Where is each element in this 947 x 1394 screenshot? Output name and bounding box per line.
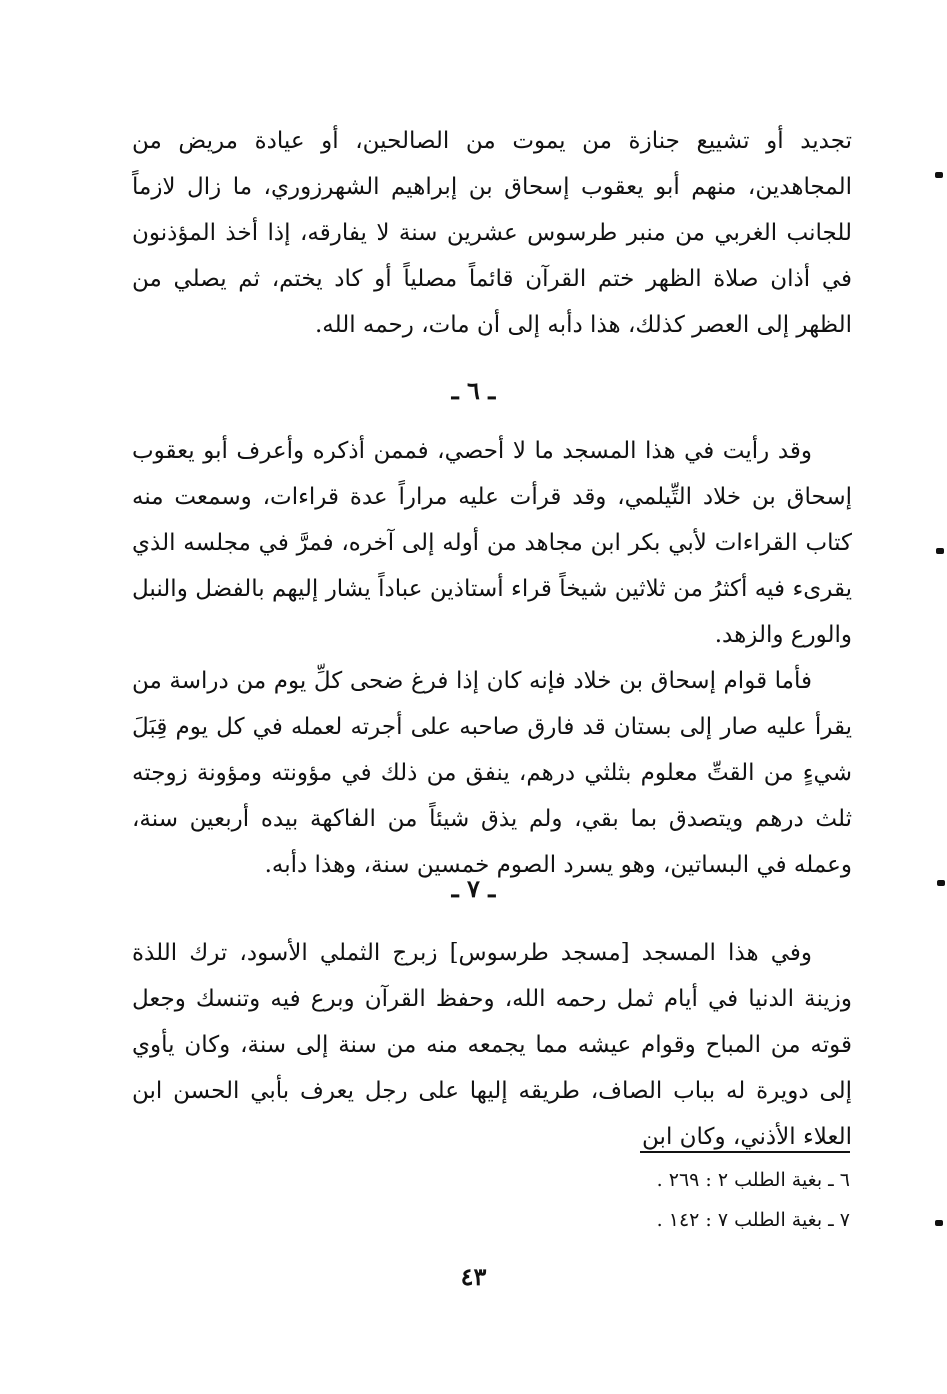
footnote: ٦ ـ بغية الطلب ٢ : ٢٦٩ . — [656, 1169, 850, 1191]
scan-edge-mark — [935, 172, 943, 178]
paragraph: تجديد أو تشييع جنازة من يموت من الصالحين، أو عيادة مريض من المجاهدين، منهم أبو يعقوب إسحاق بن إبراهيم الشهرزوري، ما زال لازماً للجانب الغربي من منبر طرسوس عشرين سنة لا يفارقه، إذا أخذ المؤذنون في أذان صلاة الظهر ختم القرآن قائماً مصلياً أو كاد يختم، ثم يصلي من الظهر إلى العصر كذلك، هذا دأبه إلى أن مات، رحمه الله. — [132, 128, 852, 338]
scan-edge-mark — [937, 880, 945, 886]
body-text-section-7 — [132, 930, 852, 1160]
paragraph: وقد رأيت في هذا المسجد ما لا أحصي، فممن أذكره وأعرف أبو يعقوب إسحاق بن خلاد التِّيلمي، وقد قرأت عليه مراراً عدة قراءات، وسمعت منه كتاب القراءات لأبي بكر ابن مجاهد من أوله إلى آخره، فمرَّ في مجلسه الذي يقرىء فيه أكثرُ من ثلاثين شيخاً قراء أستاذين عباداً يشار إليهم بالفضل والنبل والورع والزهد. — [132, 438, 852, 648]
footnote: ٧ ـ بغية الطلب ٧ : ١٤٢ . — [656, 1209, 850, 1231]
body-text-top — [132, 118, 852, 348]
scan-edge-mark — [936, 548, 944, 554]
footnote-separator — [640, 1151, 850, 1153]
scan-edge-mark — [935, 1220, 943, 1226]
footnotes — [500, 1160, 850, 1240]
page-number: ٤٣ — [460, 1262, 487, 1291]
paragraph: فأما قوام إسحاق بن خلاد فإنه كان إذا فرغ ضحى كلِّ يوم من دراسة من يقرأ عليه صار إلى بستان قد فارق صاحبه على أجرته لعمله في كل يوم قِبَلَ شيءٍ من القتِّ معلوم بثلثي درهم، ينفق من ذلك في مؤونته ومؤونة زوجته ثلث درهم ويتصدق بما بقي، ولم يذق شيئاً من الفاكهة بيده أربعين سنة، وعمله في البساتين، وهو يسرد الصوم خمسين سنة، وهذا دأبه. — [132, 668, 852, 878]
body-text-section-6 — [132, 428, 852, 888]
section-number-6: ـ ٦ ـ — [451, 376, 496, 405]
section-number-7: ـ ٧ ـ — [451, 874, 496, 903]
paragraph: وفي هذا المسجد [مسجد طرسوس] زبرج الثملي الأسود، ترك اللذة وزينة الدنيا في أيام ثمل رحمه الله، وحفظ القرآن وبرع فيه وتنسك وجعل قوته من المباح وقوام عيشه مما يجمعه منه من سنة إلى سنة، وكان يأوي إلى دويرة له بباب الصاف، طريقه إليها على رجل يعرف بأبي الحسن ابن العلاء الأذني، وكان ابن — [132, 940, 852, 1150]
